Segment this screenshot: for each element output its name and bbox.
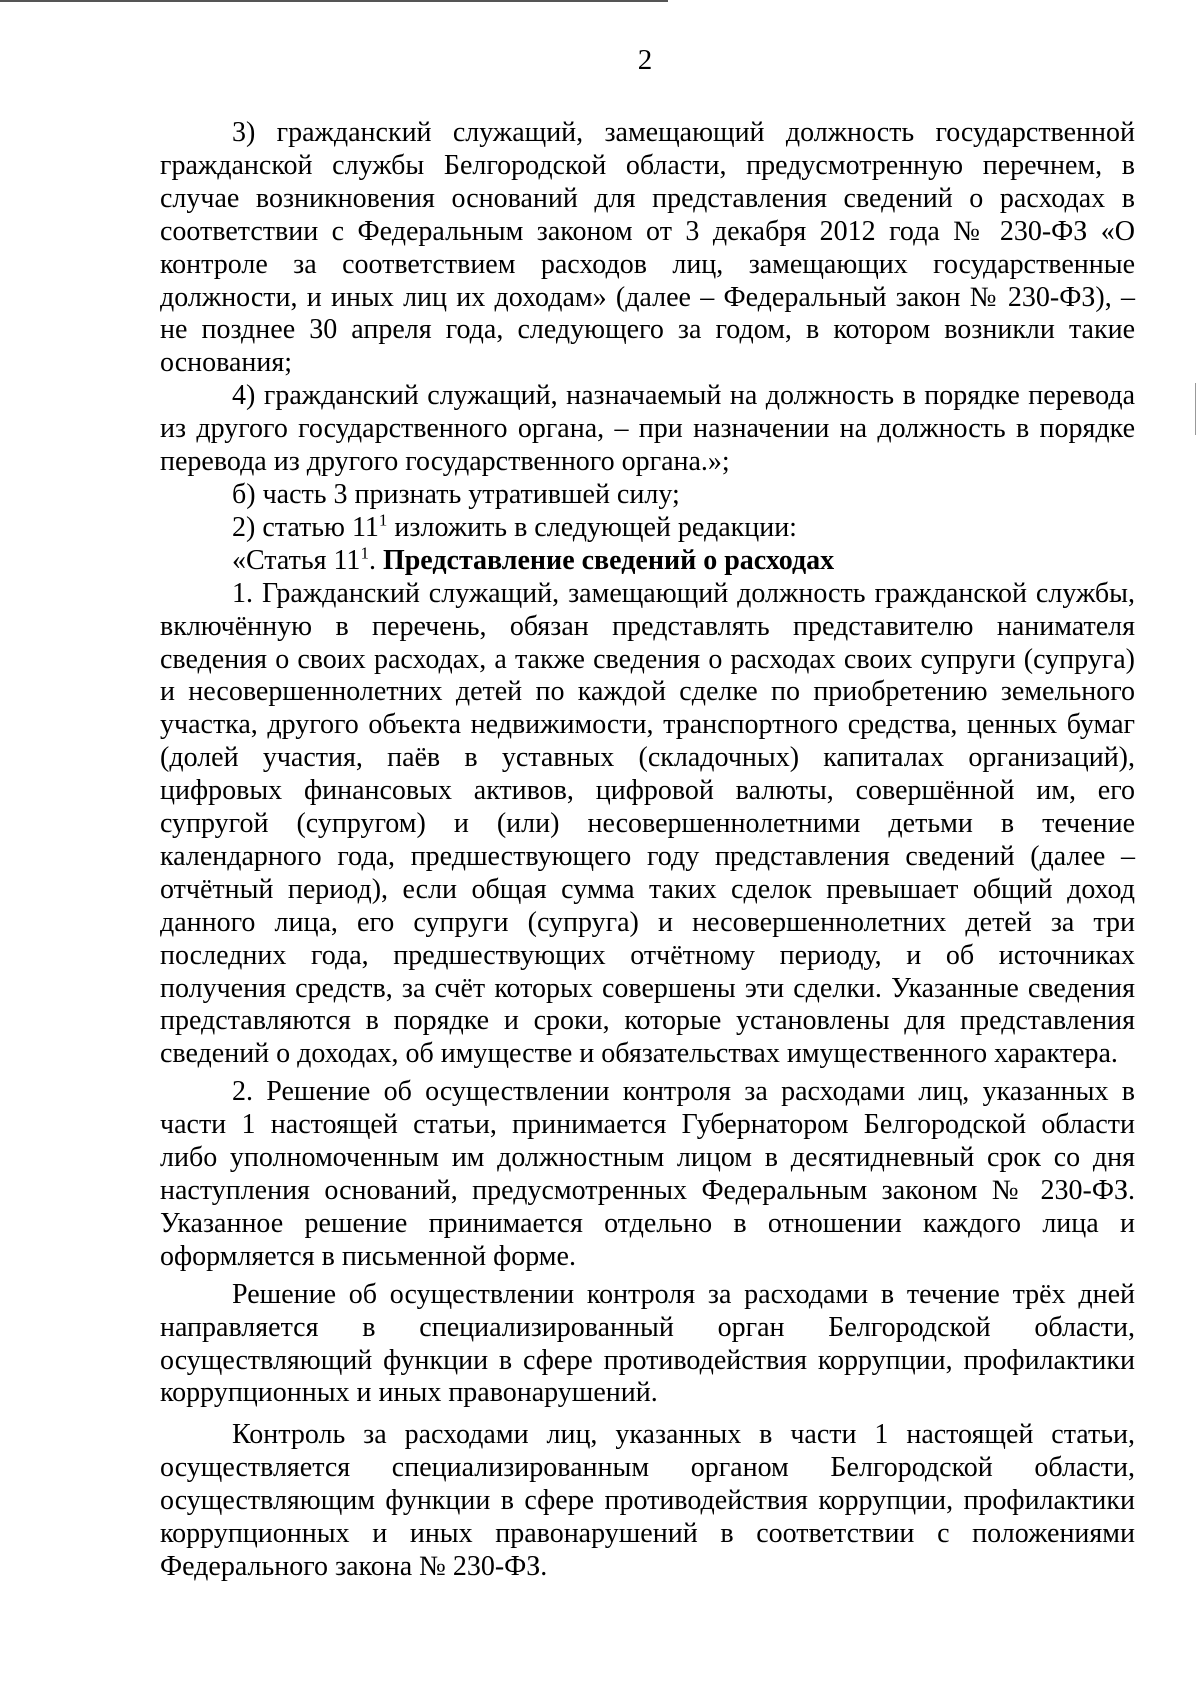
item-2-text-end: изложить в следующей редакции: — [387, 511, 797, 543]
paragraph-item-2 — [160, 512, 1135, 545]
article-heading — [160, 545, 1135, 578]
item-2-superscript: 1 — [378, 510, 388, 530]
paragraph-part-2: 2. Решение об осуществлении контроля за расходами лиц, указанных в части 1 настоящей статьи, принимается Губернатором Белгородской области либо уполномоченным им должностным лицом в десятидневный срок со дня наступления оснований, предусмотренных Федеральным законом № 230-ФЗ. Указанное решение принимается отдельно в отношении каждого лица и оформляется в письменной форме. — [160, 1076, 1135, 1272]
document-body — [160, 117, 1135, 1584]
article-prefix: «Статья 11 — [232, 544, 361, 576]
paragraph-item-b: б) часть 3 признать утратившей силу; — [232, 478, 680, 510]
item-2-text-start: 2) статью 11 — [232, 511, 379, 543]
article-superscript: 1 — [360, 543, 369, 563]
paragraph-item-3: 3) гражданский служащий, замещающий должность государственной гражданской службы Белгородской области, предусмотренную перечнем, в случае возникновения оснований для представления сведений о расходах в соответствии с Федеральным законом от 3 декабря 2012 года № 230-ФЗ «О контроле за соответствием расходов лиц, замещающих государственные должности, и иных лиц их доходам» (далее – Федеральный закон № 230-ФЗ), – не позднее 30 апреля года, следующего за годом, в котором возникли такие основания; — [160, 117, 1135, 379]
paragraph-decision: Решение об осуществлении контроля за расходами в течение трёх дней направляется в специализированный орган Белгородской области, осуществляющий функции в сфере противодействия коррупции, профилактики коррупционных и иных правонарушений. — [160, 1278, 1135, 1409]
paragraph-item-4: 4) гражданский служащий, назначаемый на должность в порядке перевода из другого государственного органа, – при назначении на должность в порядке перевода из другого государственного органа.»; — [160, 380, 1135, 478]
scan-margin-mark — [1195, 383, 1196, 435]
page-number: 2 — [637, 44, 653, 76]
paragraph-part-1: 1. Гражданский служащий, замещающий должность гражданской службы, включённую в перечень, обязан представлять представителю нанимателя сведения о своих расходах, а также сведения о расходах своих супруги (супруга) и несовершеннолетних детей по каждой сделке по приобретению земельного участка, другого объекта недвижимости, транспортного средства, ценных бумаг (долей участия, паёв в уставных (складочных) капиталах организаций), цифровых финансовых активов, цифровой валюты, совершённой им, его супругой (супругом) и (или) несовершеннолетними детьми в течение календарного года, предшествующего году представления сведений (далее – отчётный период), если общая сумма таких сделок превышает общий доход данного лица, его супруги (супруга) и несовершеннолетних детей за три последних года, предшествующих отчётному периоду, и об источниках получения средств, за счёт которых совершены эти сделки. Указанные сведения представляются в порядке и сроки, которые установлены для представления сведений о доходах, об имуществе и обязательствах имущественного характера. — [160, 577, 1135, 1070]
article-title: Представление сведений о расходах — [382, 544, 835, 576]
article-dot: . — [368, 544, 383, 576]
top-border-line — [0, 0, 668, 2]
paragraph-control: Контроль за расходами лиц, указанных в части 1 настоящей статьи, осуществляется специализированным органом Белгородской области, осуществляющим функции в сфере противодействия коррупции, профилактики коррупционных и иных правонарушений в соответствии с положениями Федерального закона № 230-ФЗ. — [160, 1419, 1135, 1582]
